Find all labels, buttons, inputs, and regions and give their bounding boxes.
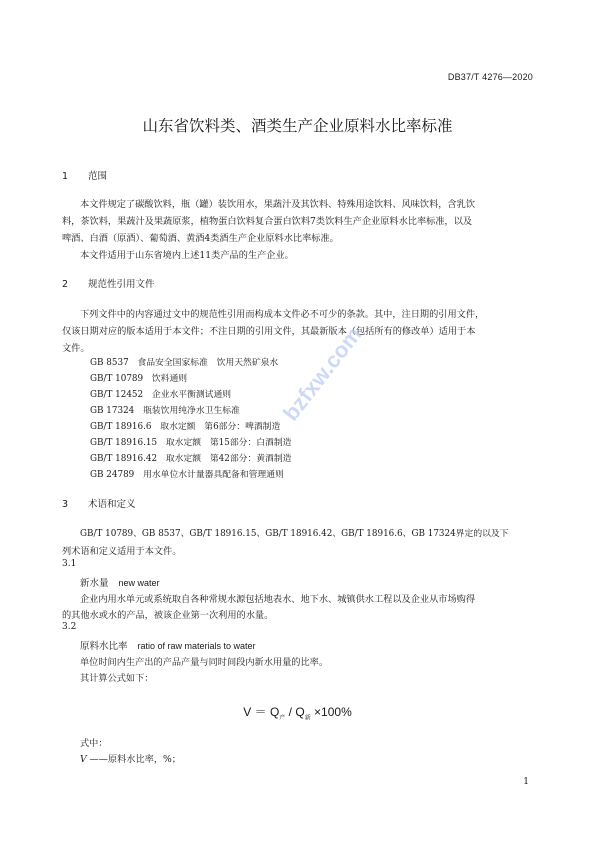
formula-q1: Q [269,705,280,719]
section-number: 1 [62,171,69,182]
formula-eq: ＝ [254,705,267,719]
formula-rest: ×100% [314,705,352,719]
term-en: new water [118,578,160,588]
s2-para-line2: 仅该日期对应的版本适用于本文件；不注日期的引用文件，其最新版本（包括所有的修改单）适用于本 [62,326,476,337]
document-title: 山东省饮料类、酒类生产企业原料水比率标准 [142,117,453,135]
term-zh: 新水量 [80,578,109,589]
term-3-2 [80,638,256,652]
page-number: 1 [523,777,529,787]
ref-item: GB 24789 用水单位水计量器具配备和管理通则 [90,470,284,480]
formula-q2: Q [295,705,305,719]
s3-intro-line2: 列术语和定义适用于本文件。 [62,546,182,557]
ref-item: GB/T 18916.42 取水定额 第42部分：黄酒制造 [90,454,292,464]
ref-item: GB 8537 食品安全国家标准 饮用天然矿泉水 [90,358,279,368]
s1-para1-line1: 本文件规定了碳酸饮料，瓶（罐）装饮用水，果蔬汁及其饮料、特殊用途饮料、风味饮料，含乳饮 [80,199,476,210]
formula-q2-sub: 新 [304,715,311,722]
variable-definition [80,751,181,765]
ref-item: GB/T 12452 企业水平衡测试通则 [90,390,232,400]
term-3-1 [80,575,160,589]
formula [0,703,595,721]
s1-para1-line2: 料，茶饮料，果蔬汁及果蔬原浆，植物蛋白饮料复合蛋白饮料7类饮料生产企业原料水比率标准，以及 [62,216,473,227]
s1-para1-line3: 啤酒、白酒（原酒）、葡萄酒、黄酒4类酒生产企业原料水比率标准。 [62,233,339,244]
section-number: 2 [62,279,69,290]
section-title: 范围 [88,171,108,182]
ref-item: GB/T 18916.6 取水定额 第6部分：啤酒制造 [90,422,281,432]
section-title: 规范性引用文件 [88,279,155,290]
section-1-heading [62,168,107,182]
formula-q1-sub: 产 [279,715,286,722]
term-3-2-def: 单位时间内生产出的产品产量与同时间段内新水用量的比率。 [80,657,329,668]
variable-desc: ——原料水比率，%； [86,754,181,765]
standard-number: DB37/T 4276—2020 [447,72,533,82]
s3-intro-line1: GB/T 10789、GB 8537、GB/T 18916.15、GB/T 18916.42、GB/T 18916.6、GB 17324界定的以及下 [80,529,509,539]
section-number: 3 [62,499,69,510]
s1-para2: 本文件适用于山东省境内上述11类产品的生产企业。 [80,250,294,261]
term-3-1-number: 3.1 [62,559,77,569]
term-3-1-def-line2: 的其他水或水的产品，被该企业第一次利用的水量。 [62,610,274,621]
section-title: 术语和定义 [88,499,136,510]
ref-item: GB/T 10789 饮料通则 [90,374,188,384]
s2-para-line3: 文件。 [62,343,90,354]
term-en: ratio of raw materials to water [137,641,256,651]
formula-lhs: V [243,705,252,719]
term-zh: 原料水比率 [80,641,128,652]
term-3-1-def-line1: 企业内用水单元或系统取自各种常规水源包括地表水、地下水、城镇供水工程以及企业从市场购得 [80,594,476,605]
formula-intro: 其计算公式如下： [80,673,154,684]
section-3-heading [62,496,136,510]
ref-item: GB/T 18916.15 取水定额 第15部分：白酒制造 [90,438,292,448]
section-2-heading [62,276,155,290]
term-3-2-number: 3.2 [62,622,77,632]
formula-div: / [288,705,292,719]
ref-item: GB 17324 瓶装饮用纯净水卫生标准 [90,406,240,416]
where-label: 式中： [80,738,108,749]
variable-symbol: V [80,754,87,765]
watermark-logo: bzfxw.com [278,322,367,426]
s2-para-line1: 下列文件中的内容通过文中的规范性引用而构成本文件必不可少的条款。其中，注日期的引用文件， [80,309,485,320]
